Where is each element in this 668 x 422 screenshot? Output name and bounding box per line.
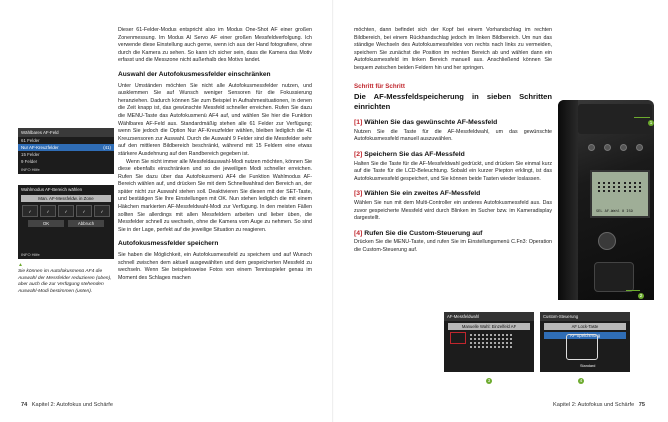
camera-button-icon (604, 144, 611, 151)
page-number-left: 74 (21, 402, 28, 408)
step-by-step-title: Die AF-Messfeldspeicherung in sieben Schritten einrichten (354, 92, 552, 112)
left-paragraph-4: Sie haben die Möglichkeit, ein Autofokusmessfeld zu speichern und auf Wunsch schnell zwischen dem aktuell ausgewählten und dem gespeicherten Messfeld zu wechseln. Wenn Sie beispielsweise Fotos von einem Tennisspieler genau im Moment des Schlages machen (118, 252, 312, 281)
lcd-label: SEL AF-Wahl 0 ISO (596, 209, 633, 213)
figure-caption (18, 262, 116, 296)
af-mode-menu-screenshot (18, 185, 114, 259)
multi-controller-icon (598, 232, 616, 250)
caption-text: Sie können im Autofokusmenü AF4 die Auswahl der Messfelder reduzieren (oben), aber auch die zur Verfügung stehenden Auswahl-Modi bestimmen (unten). (18, 268, 112, 295)
step-4-text: Drücken Sie die MENU-Taste, und rufen Sie im Einstellungsmenü C.Fn3: Operation die Custom-Steuerung auf. (354, 239, 552, 253)
caption-arrow-icon: ▲ (18, 262, 23, 268)
step-by-step-kicker: Schritt für Schritt (354, 82, 405, 90)
camera-grip (558, 100, 578, 300)
menu2-mode-grid (22, 205, 110, 217)
menu2-footer: INFO Hilfe (21, 252, 40, 257)
step-1-text: Nutzen Sie die Taste für die AF-Messfeldwahl, um das gewünschte Autofokusmessfeld manuell auszuwählen. (354, 128, 552, 143)
step-3-text: Wählen Sie nun mit dem Multi-Controller ein anderes Autofokusmessfeld aus. Das zuvor gespeicherte Messfeld wird durch Blinken im Sucher bzw. im Kameradisplay dargestellt. (354, 199, 552, 222)
step-1-title: [1] Wählen Sie das gewünschte AF-Messfeld (354, 119, 498, 127)
left-footer (18, 402, 113, 408)
mode-checkbox: ✓ (40, 205, 56, 217)
left-paragraph-2: Unter Umständen möchten Sie nicht alle Autofokusmessfelder nutzen, und ausklemmen Sie auf Wunsch weniger Sensoren für die Fokussierung heranziehen. Dadurch können Sie zum Beispiel in Aufnahmesituationen, in denen die Zeit knapp ist, das gewünschte Messfeld schneller erreichen. Rufen Sie dazu die MENU-Taste das Autofokusmenü AF4 auf, und wählen Sie hier die Funktion Wählbares AF-Feld aus. Standardmäßig stehen alle 61 Felder zur Verfügung; wenn Sie jedoch die Option Nur AF-Kreuzfelder wählen, bleiben lediglich die 41 Kreuzsensoren zur Auswahl. Durch die Auswahl 9 Felder sind die Messfelder sehr auf den mittleren Bildbereich beschränkt, während mit 15 Feldern eine etwas stärkere Ausdehnung auf den Randbereich gegeben ist. (118, 82, 312, 157)
callout-4: 4 (579, 377, 583, 383)
menu2-bar: Man. AF-Messfeldw. in Zone (21, 195, 111, 202)
step-3-title: [3] Wählen Sie ein zweites AF-Messfeld (354, 190, 481, 198)
camera-button-icon (636, 144, 643, 151)
shot2-sub: AF-Speicherung (544, 332, 626, 339)
af-field-menu-screenshot (18, 128, 114, 174)
shot1-bar: Manuelle Wahl: Einzelfeld AF (448, 323, 530, 330)
camera-button-icon (588, 144, 595, 151)
shot2-title: Custom-Steuerung (540, 312, 630, 321)
right-page (334, 0, 668, 422)
step-2-title: [2] Speichern Sie das AF-Messfeld (354, 150, 465, 158)
camera-outline-icon (566, 334, 598, 360)
right-main-column (354, 27, 552, 254)
mode-checkbox: ✓ (94, 205, 110, 217)
shot1-title: AF-Messfeldwahl (444, 312, 534, 321)
callout-1: 1 (649, 119, 653, 125)
camera-top-panel (578, 104, 652, 134)
page-number-right: 75 (638, 402, 645, 408)
step-4-title: [4] Rufen Sie die Custom-Steuerung auf (354, 229, 483, 237)
lcd-af-points (598, 182, 642, 192)
menu1-footer: INFO Hilfe (21, 167, 40, 172)
left-paragraph-1: Dieser 61-Felder-Modus entspricht also im Modus One-Shot AF einer großen Zonenmessung. Im Modus AI Servo AF einer großen Messfeldverfolgung. Ich verwende diese Einstellung auch gerne, wenn ich aus der Hand fotografiere, ohne durch die Kamera zu sehen. So kann ich sicher sein, dass die Kamera das Motiv erfasst und die Messzone nicht außerhalb des Motivs landet. (118, 27, 312, 64)
menu1-row: 61 Felder (21, 138, 40, 143)
menu1-row-selected: Nur AF-Kreuzfelder (41) (18, 144, 114, 151)
running-footer-left: Kapitel 2: Autofokus und Schärfe (31, 402, 113, 408)
menu1-row: 15 Felder (21, 152, 40, 157)
mode-checkbox: ✓ (58, 205, 74, 217)
camera-back-photo (558, 100, 654, 300)
right-paragraph-1: möchten, dann befindet sich der Kopf bei einem Vorhandschlag im rechten Bildbereich, bei einem Rückhandschlag jedoch im linken Bildbereich. Um nun das ständige Wechseln des Autofokusmessfeldes von rechts nach links zu vermeiden, speichern Sie zunächst die Position im rechten Bereich ab und wählen dann ein Autofokusmessfeld im linken Bereich manuell aus. Anschließend können Sie bequem zwischen beiden Feldern hin und her springen. (354, 27, 552, 71)
menu2-buttons (28, 220, 104, 227)
step-2-text: Halten Sie die Taste für die AF-Messfeldwahl gedrückt, und drücken Sie einmal kurz auf die Taste für die LCD-Beleuchtung. Sobald ein kurzer Piepton erklingt, ist das Autofokusmessfeld gespeichert, und Sie können beide Tasten wieder loslassen. (354, 160, 552, 182)
menu2-cancel: Abbruch (68, 220, 104, 227)
heading-speichern: Autofokusmessfelder speichern (118, 240, 219, 248)
menu2-ok: OK (28, 220, 64, 227)
camera-lcd (590, 170, 650, 218)
quick-control-dial-icon (594, 262, 634, 292)
shot2-bar: AF Lock-Taste (544, 323, 626, 330)
menu2-title: Wahlmodus AF-Bereich wählen (21, 187, 83, 192)
af-messfeldwahl-screenshot (444, 312, 534, 372)
running-footer-right: Kapitel 2: Autofokus und Schärfe (553, 402, 635, 408)
callout-2: 2 (639, 292, 643, 298)
custom-steuerung-screenshot (540, 312, 630, 372)
heading-einschraenken: Auswahl der Autofokusmessfelder einschränken (118, 70, 271, 78)
af-point-grid (470, 334, 508, 348)
shot2-hint: Standard (580, 364, 596, 368)
right-footer (553, 402, 648, 408)
mode-checkbox: ✓ (76, 205, 92, 217)
camera-button-icon (620, 144, 627, 151)
menu1-row: 9 Felder (21, 159, 38, 164)
callout-3: 3 (487, 377, 491, 383)
af-mode-icon (450, 332, 466, 344)
left-paragraph-3: Wenn Sie nicht immer alle Messfeldauswahl-Modi nutzen möchten, können Sie diese ebenfalls einschränken und so die jeweiligen Modi schneller erreichen. Rufen Sie dazu über das Autofokusmenü AF4 die Funktion Wahlmodus AF-Bereich wählen auf, und drücken Sie mit dem Schnellwahlrad den Bereich an, der später nicht zur Auswahl stehen soll. Deaktivieren Sie diesen mit der SET-Taste, und bestätigen Sie Ihre Einstellungen mit OK. Nun stehen lediglich die mit einem Häkchen markierten AF-Messfeldwahl-Modi zur Verfügung. In den meisten Fällen sollten Sie allerdings mit allen Messfeldern arbeiten und lieber üben, die Messfelder schnell zu wechseln, ohne die Kamera vom Auge zu nehmen. So sind Sie in der Lage, perfekt auf die jeweilige Situation zu reagieren. (118, 158, 312, 233)
left-main-column (118, 27, 312, 282)
mode-checkbox: ✓ (22, 205, 38, 217)
menu1-title: Wählbares AF-Feld (18, 128, 114, 137)
